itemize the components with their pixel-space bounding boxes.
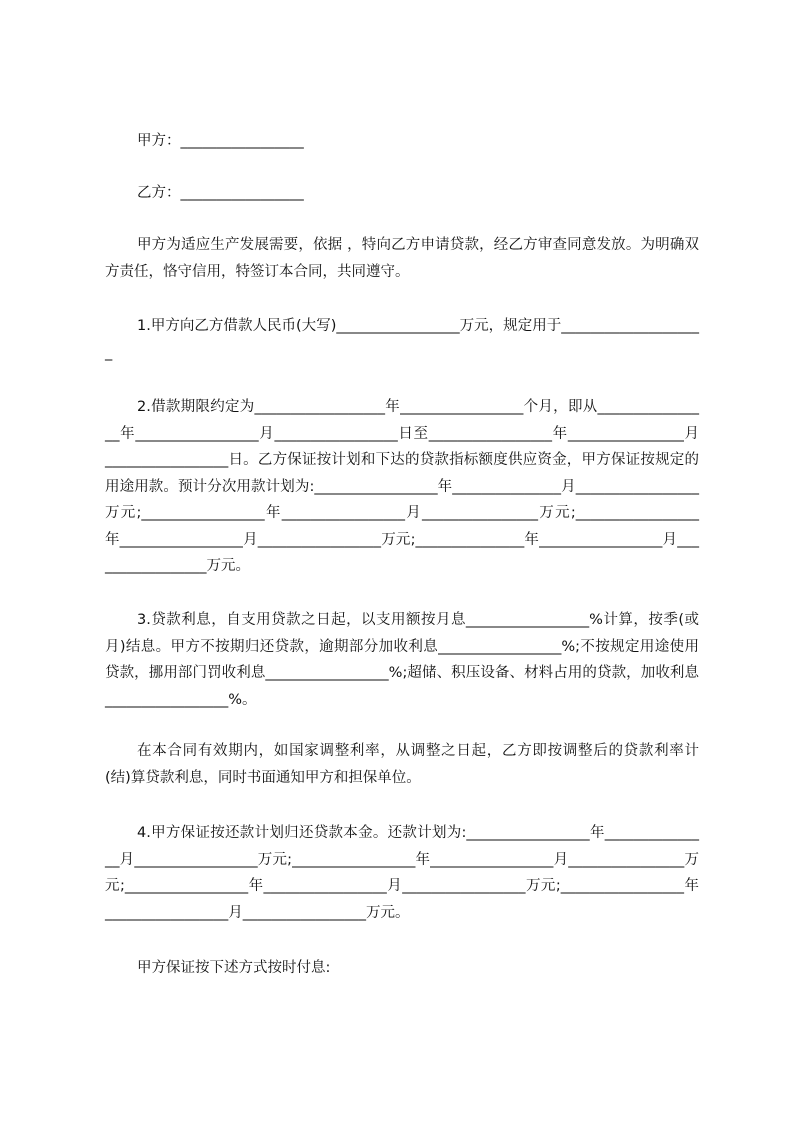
clause-4-paragraph: 4.甲方保证按还款计划归还贷款本金。还款计划为:_________________年_______________月_________________万元;_________________年_________________月________________万元;_________________年_________________月_________________万元;_________________年_________________月_________________万元。 — [105, 825, 699, 921]
payment-intro-paragraph: 甲方保证按下述方式按时付息: — [137, 960, 331, 976]
party-b-line: 乙方：_________________ — [137, 185, 304, 201]
clause-1-paragraph: 1.甲方向乙方借款人民币(大写)_________________万元，规定用于____________________ — [105, 318, 699, 361]
clause-3-paragraph: 3.贷款利息，自支用贷款之日起，以支用额按月息_________________%计算，按季(或月)结息。甲方不按期归还贷款，逾期部分加收利息_________________%;不按规定用途使用贷款，挪用部门罚收利息_________________%;超储、积压设备、材料占用的贷款，加收利息_________________%。 — [105, 612, 699, 708]
party-a-line: 甲方：_________________ — [137, 133, 304, 149]
intro-paragraph: 甲方为适应生产发展需要，依据 ，特向乙方申请贷款，经乙方审查同意发放。为明确双方责任，恪守信用，特签订本合同，共同遵守。 — [105, 237, 699, 280]
rate-adjustment-paragraph: 在本合同有效期内，如国家调整利率，从调整之日起，乙方即按调整后的贷款利率计(结)算贷款利息，同时书面通知甲方和担保单位。 — [105, 743, 699, 786]
clause-2-paragraph: 2.借款期限约定为__________________年_________________个月，即从________________年_________________月_________________日至_________________年________________月_________________日。乙方保证按计划和下达的贷款指标额度供应资金，甲方保证按规定的用途用款。预计分次用款计划为:_________________年_______________月_________________万元;_________________年_________________月________________万元;_________________年_________________月_________________万元;_______________年_________________月_________________万元。 — [105, 399, 699, 574]
